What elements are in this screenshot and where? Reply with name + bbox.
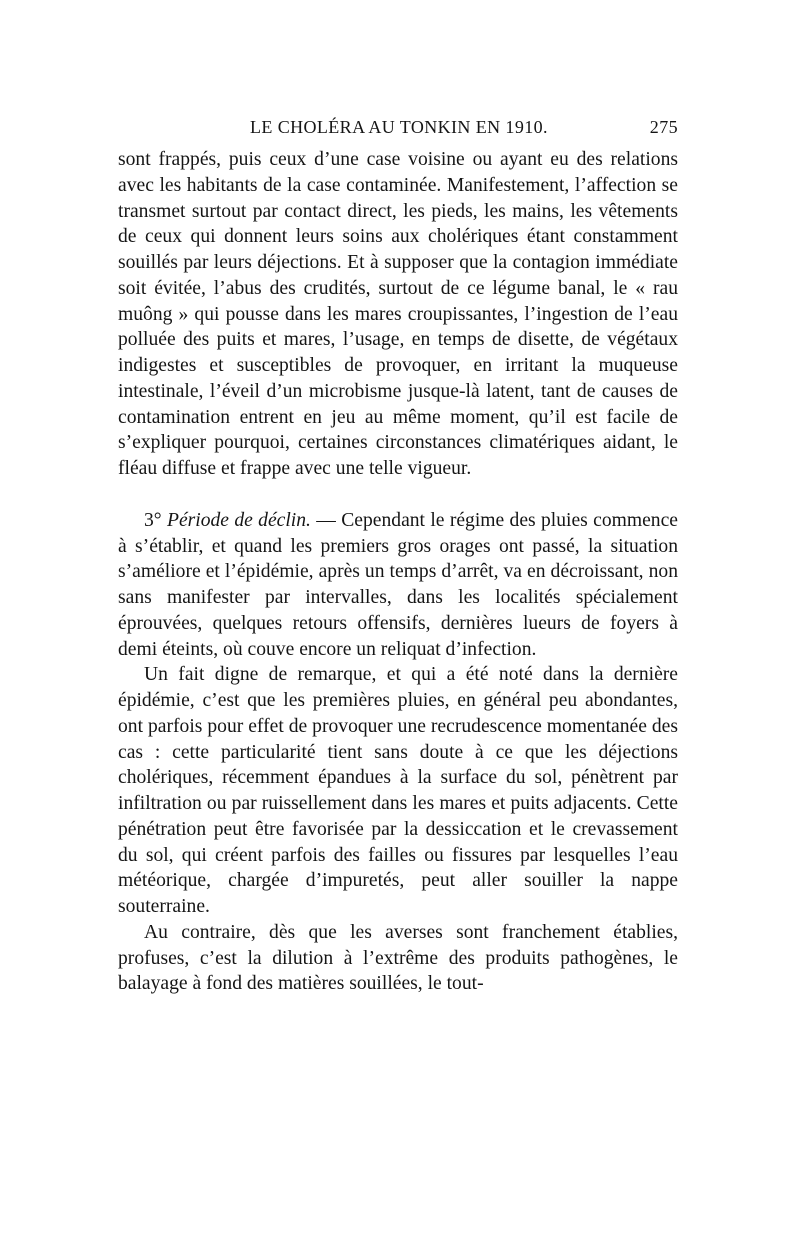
- body-text: [118, 147, 678, 997]
- section-text: — Cependant le régime des pluies commence à s’établir, et quand les premiers gros orages ont passé, la situation s’améliore et l’épidémie, après un temps d’arrêt, va en décroissant, non sans manifester par intervalles, dans les localités spécialement éprouvées, quelques retours offensifs, dernières lueurs de foyers à demi éteints, où couve encore un reliquat d’infection.: [118, 509, 679, 660]
- paragraph-contrary: Au contraire, dès que les averses sont franchement établies, profuses, c’est la dilution à l’extrême des produits pathogènes, le balayage à fond des matières souillées, le tout-: [118, 921, 678, 995]
- running-title: LE CHOLÉRA AU TONKIN EN 1910.: [250, 117, 548, 137]
- paragraph-remark: Un fait digne de remarque, et qui a été noté dans la dernière épidémie, c’est que les premières pluies, en général peu abondantes, ont parfois pour effet de provoquer une recrudescence momentanée des cas : cette particularité tient sans doute à ce que les déjections cholériques, récemment épandues à la surface du sol, pénètrent par infiltration ou par ruissellement dans les mares et puits adjacents. Cette pénétration peut être favorisée par la dessiccation et le crevassement du sol, qui créent parfois des failles ou fissures par lesquelles l’eau météorique, chargée d’impuretés, peut aller souiller la nappe souterraine.: [118, 664, 678, 917]
- running-header: [118, 117, 678, 143]
- paragraph-continuation: sont frappés, puis ceux d’une case voisine ou ayant eu des relations avec les habitants de la case contaminée. Manifestement, l’affection se transmet surtout par contact direct, les pieds, les mains, les vêtements de ceux qui donnent leurs soins aux cholériques étant constamment souillés par leurs déjections. Et à supposer que la contagion immédiate soit évitée, l’abus des crudités, surtout de ce légume banal, le « rau muông » qui pousse dans les mares croupissantes, l’ingestion de l’eau polluée des puits et mares, l’usage, en temps de disette, de végétaux indigestes et susceptibles de provoquer, en irritant la muqueuse intestinale, l’éveil d’un microbisme jusque-là latent, tant de causes de contamination entrent en jeu au même moment, qu’il est facile de s’expliquer pourquoi, certaines circonstances climatériques aidant, le fléau diffuse et frappe avec une telle vigueur.: [118, 149, 678, 479]
- page-number: 275: [649, 117, 678, 137]
- section-heading: Période de déclin.: [166, 509, 311, 531]
- paragraph-decline-period: [118, 508, 678, 663]
- section-number: 3°: [144, 509, 162, 531]
